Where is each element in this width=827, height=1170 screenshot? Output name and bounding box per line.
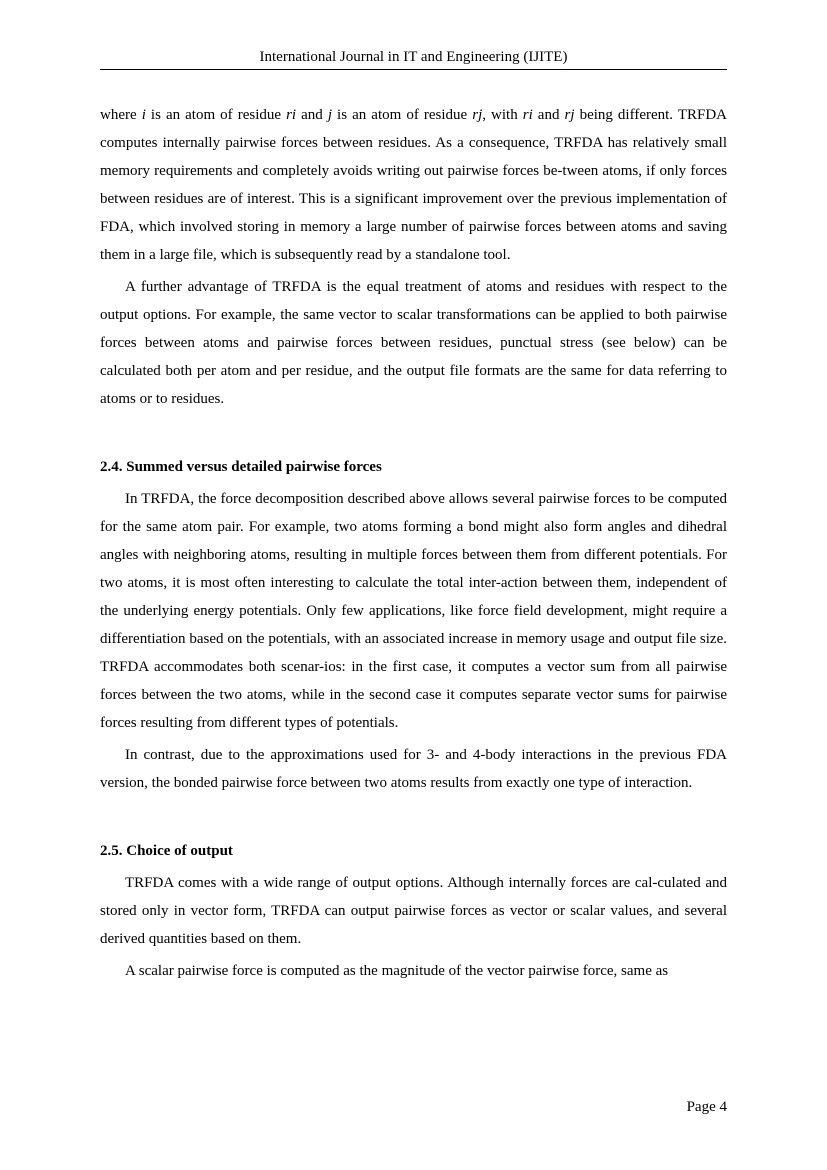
math-var: i [141,107,146,123]
section-2-5-paragraph-1: TRFDA comes with a wide range of output options. Although internally forces are cal-culated and stored only in vector form, TRFDA can output pairwise forces as vector or scalar values, and several derived quantities based on them. [100,875,727,947]
text-run: and [296,107,328,123]
article-body [100,101,727,985]
math-var: j [327,107,333,123]
paragraph-1 [100,101,727,269]
math-var: rj [564,107,575,123]
header-rule [100,69,727,70]
paragraph-2: A further advantage of TRFDA is the equal treatment of atoms and residues with respect to the output options. For example, the same vector to scalar transformations can be applied to both pairwise forces between atoms and pairwise forces between residues, punctual stress (see below) can be calculated both per atom and per residue, and the output file formats are the same for data referring to atoms or to residues. [100,279,727,407]
text-run: being different. TRFDA computes internally pairwise forces between residues. As a consequence, TRFDA has relatively small memory requirements and completely avoids writing out pairwise forces be-tween atoms, if only forces between residues are of interest. This is a significant improvement over the previous implementation of FDA, which involved storing in memory a large number of pairwise forces between atoms and saving them in a large file, which is subsequently read by a standalone tool. [100,107,727,263]
text-run: , with [482,107,523,123]
math-var: rj [472,107,483,123]
section-2-4-paragraph-2: In contrast, due to the approximations used for 3- and 4-body interactions in the previous FDA version, the bonded pairwise force between two atoms results from exactly one type of interaction. [100,747,727,791]
math-var: ri [522,107,533,123]
section-heading-2-5: 2.5. Choice of output [100,843,233,859]
section-heading-2-4: 2.4. Summed versus detailed pairwise forces [100,459,382,475]
running-header: International Journal in IT and Engineering (IJITE) [259,49,568,65]
section-2-5-paragraph-2: A scalar pairwise force is computed as the magnitude of the vector pairwise force, same as [125,963,669,979]
text-run: is an atom of residue [332,107,473,123]
math-var: ri [286,107,297,123]
section-2-4-paragraph-1: In TRFDA, the force decomposition described above allows several pairwise forces to be computed for the same atom pair. For example, two atoms forming a bond might also form angles and dihedral angles with neighboring atoms, resulting in multiple forces between them from different potentials. For two atoms, it is most often interesting to calculate the total inter-action between them, independent of the underlying energy potentials. Only few applications, like force field development, might require a differentiation based on the potentials, with an associated increase in memory usage and output file size. TRFDA accommodates both scenar-ios: in the first case, it computes a vector sum from all pairwise forces between the two atoms, while in the second case it computes separate vector sums for pairwise forces resulting from different types of potentials. [100,491,727,731]
text-run: is an atom of residue [145,107,287,123]
text-run: and [532,107,565,123]
text-run: where [100,107,142,123]
page-number: Page 4 [686,1099,727,1115]
